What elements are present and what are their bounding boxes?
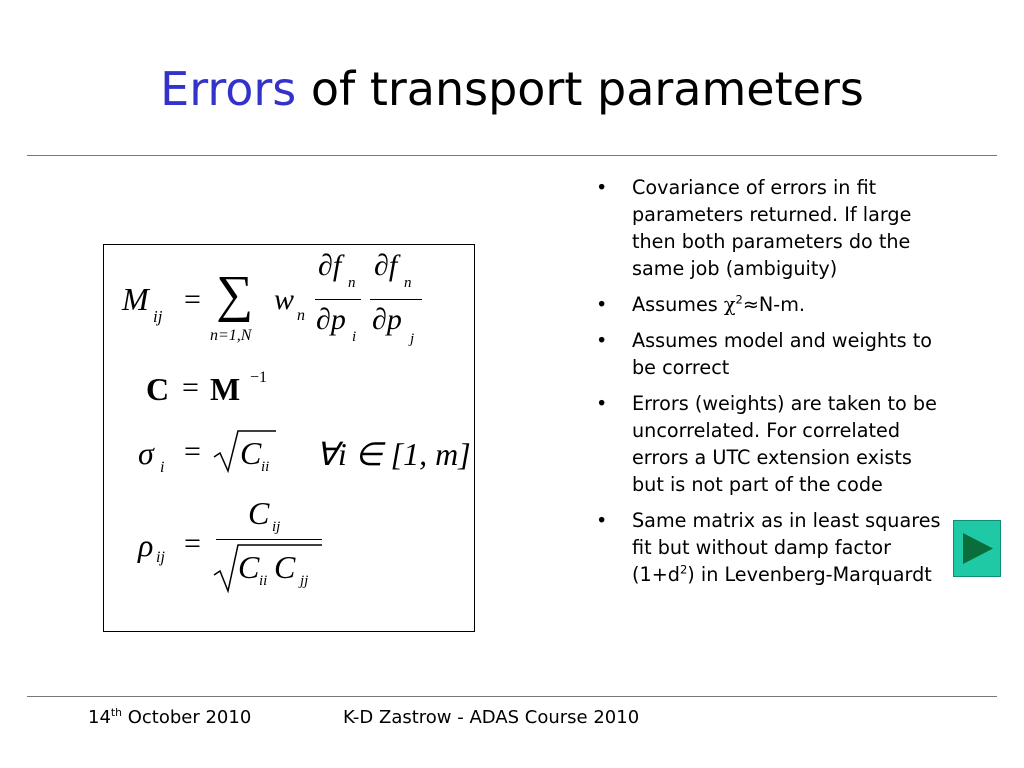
eq1-weight: w (274, 283, 295, 316)
eq2-exponent: −1 (250, 369, 268, 386)
eq4-fraction-bar (216, 539, 322, 540)
bullet-marker: • (596, 392, 608, 415)
slide-title (0, 58, 1024, 120)
eq2-equals: = (182, 371, 199, 404)
bullet-item (596, 507, 941, 588)
eq1-weight-sub: n (297, 307, 305, 324)
bullet-marker: • (596, 509, 608, 532)
eq1-frac1-bar (315, 299, 361, 300)
footer-date (88, 706, 251, 730)
next-slide-button[interactable] (953, 520, 1001, 577)
footer-center-text: K-D Zastrow - ADAS Course 2010 (343, 707, 640, 728)
eq2-lhs: C (146, 371, 170, 407)
bullet-marker: • (596, 329, 608, 352)
eq1-frac2-num-sub: n (404, 275, 412, 291)
eq4-lhs: ρ (138, 527, 154, 563)
eq3-radicand-sub: ii (261, 459, 270, 475)
eq4-den-sub1: ii (259, 573, 268, 589)
bullet-text-part: Same matrix as in least squares fit but without damp factor (1+d (632, 509, 941, 586)
eq4-numerator-sub: ij (272, 519, 281, 535)
superscript: 2 (735, 292, 743, 307)
eq1-sum-limit: n=1,N (210, 327, 252, 344)
eq1-lhs: M (122, 281, 149, 317)
bullet-item (596, 390, 941, 498)
footer-date-rest: October 2010 (121, 707, 252, 728)
eq1-frac2-den: ∂p (372, 303, 402, 336)
bullet-item (596, 174, 941, 282)
eq1-frac1-num-sub: n (348, 275, 356, 291)
eq2-rhs: M (210, 371, 241, 407)
title-rest: of transport parameters (296, 62, 864, 116)
bullet-text-part: ) in Levenberg-Marquardt (687, 563, 932, 586)
bullet-marker: • (596, 176, 608, 199)
bullet-text (632, 509, 941, 586)
bullet-text: Errors (weights) are taken to be uncorrelated. For correlated errors a UTC extension exists but is not part of the code (632, 392, 937, 496)
bullet-text-part: Assumes (632, 293, 724, 316)
eq4-equals: = (184, 527, 201, 560)
title-accent: Errors (160, 62, 297, 116)
eq3-quantifier: ∀i ∈ [1, m] (316, 436, 471, 472)
eq3-radicand: C (240, 435, 262, 471)
eq1-frac1-den-sub: i (352, 329, 357, 345)
play-next-icon (954, 521, 1000, 576)
bullet-text: Assumes model and weights to be correct (632, 329, 932, 379)
superscript: 2 (679, 562, 688, 577)
formula-box (103, 244, 475, 632)
bullet-text-part: ≈N-m. (742, 293, 805, 316)
bullet-item (596, 327, 941, 381)
bullet-item (596, 291, 941, 318)
eq4-den-c2: C (274, 549, 296, 585)
eq4-lhs-sub: ij (156, 549, 165, 566)
bullet-marker: • (596, 293, 608, 316)
bullet-text (632, 293, 805, 316)
bullet-list (596, 174, 941, 597)
eq4-den-sub2: jj (300, 573, 309, 589)
top-divider (27, 155, 997, 156)
eq4-den-c1: C (238, 549, 260, 585)
bullet-text: Covariance of errors in fit parameters returned. If large then both parameters do the same job (ambiguity) (632, 176, 912, 280)
eq1-frac2-num: ∂f (374, 249, 398, 282)
eq1-sum-sign: ∑ (216, 266, 254, 323)
eq1-frac1-den: ∂p (316, 303, 346, 336)
eq1-frac2-bar (370, 299, 422, 300)
footer-date-day: 14 (88, 707, 111, 728)
eq1-lhs-sub: ij (153, 307, 163, 326)
bottom-divider (27, 696, 997, 697)
eq3-lhs: σ (138, 435, 154, 471)
footer-date-sup: th (110, 706, 122, 719)
eq1-frac2-den-sub: j (410, 331, 415, 347)
eq1-frac1-num: ∂f (318, 249, 342, 282)
chi-symbol: χ (723, 293, 736, 316)
eq3-lhs-sub: i (160, 459, 165, 476)
eq4-numerator: C (248, 495, 270, 531)
eq3-equals: = (184, 435, 201, 468)
eq1-equals: = (184, 283, 201, 316)
